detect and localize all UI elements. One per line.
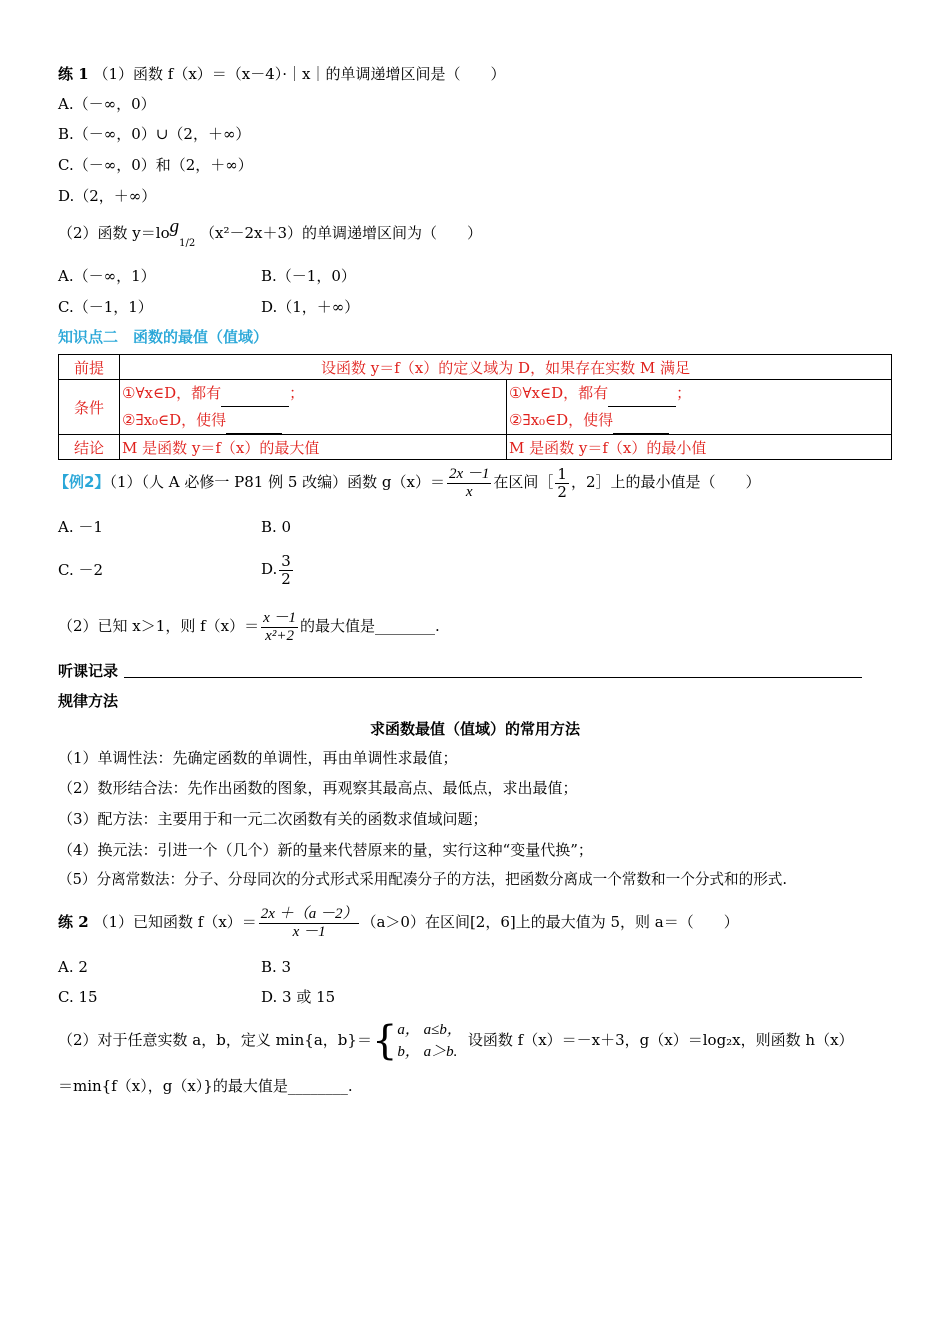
cond-min-2: ②∃x₀∈D，使得 (509, 411, 614, 429)
example2-option-b: B. 0 (261, 518, 292, 536)
method-item-5: （5）分离常数法：分子、分母同次的分式形式采用配凑分子的方法，把函数分离成一个常数和一个分式和的形式. (58, 871, 788, 888)
example2-q1-interval-fraction (555, 466, 569, 500)
premise-text: 设函数 y＝f（x）的定义域为 D，如果存在实数 M 满足 (120, 355, 892, 380)
method-title: 规律方法 (58, 692, 119, 710)
condition-min-cell: ①∀x∈D，都有 ； ②∃x₀∈D，使得 (507, 380, 892, 435)
method-item-1: （1）单调性法：先确定函数的单调性，再由单调性求最值； (58, 749, 458, 767)
example2-option-a: A. －1 (58, 518, 103, 536)
example2-q2-post: 的最大值是________. (300, 617, 440, 635)
exercise1-option-c: C.（－∞，0）和（2，＋∞） (58, 156, 253, 174)
exercise2-q1-fraction (259, 906, 360, 940)
cond-max-2: ②∃x₀∈D，使得 (122, 411, 227, 429)
condition-label: 条件 (59, 380, 120, 435)
exercise2-q1-post: （a＞0）在区间[2，6]上的最大值为 5，则 a＝（ ） (361, 913, 739, 931)
lecture-notes-label: 听课记录 (58, 662, 119, 680)
max-min-definition-table (58, 354, 892, 460)
exercise1-q2-options-row1 (58, 266, 558, 286)
lecture-notes-line (124, 677, 862, 678)
exercise2-option-a: A. 2 (58, 958, 88, 976)
exercise1-q2-option-c: C.（－1，1） (58, 298, 153, 316)
example2-q1-fn: 1 (557, 465, 567, 483)
example2-option-d-fraction (279, 553, 293, 587)
method-item-2: （2）数形结合法：先作出函数的图象，再观察其最高点、最低点，求出最值； (58, 779, 578, 797)
condition-max-cell: ①∀x∈D，都有 ； ②∃x₀∈D，使得 (120, 380, 507, 435)
knowledge-point-2-heading: 知识点二 函数的最值（值域） (58, 328, 269, 346)
exercise2-option-d: D. 3 或 15 (261, 988, 336, 1006)
exercise1-option-a: A.（－∞，0） (58, 95, 156, 113)
exercise2-option-c: C. 15 (58, 988, 98, 1006)
table-row-condition (59, 380, 892, 435)
exercise1-q2-g: g (169, 216, 180, 237)
example2-q1-fraction (447, 466, 491, 500)
example2-q1-fd: 2 (557, 482, 567, 501)
exercise2-label: 练 2 (58, 913, 89, 931)
conclusion-min: M 是函数 y＝f（x）的最小值 (507, 435, 892, 460)
exercise1-q2-option-b: B.（－1，0） (261, 267, 356, 285)
example2-question2 (58, 603, 440, 649)
exercise1-q2-options-row2 (58, 297, 558, 317)
piecewise-brace: { (371, 1018, 398, 1064)
exercise2-q1-num: 2x ＋（a －2） (260, 906, 358, 922)
example2-q2-num: x －1 (263, 610, 297, 626)
method-heading: 求函数最值（值域）的常用方法 (369, 720, 580, 738)
exercise1-q2-log-base: 1/2 (179, 238, 196, 249)
exercise2-question1 (58, 899, 739, 945)
exercise2-q1-pre: （1）已知函数 f（x）＝ (93, 913, 257, 931)
exercise2-q2-pre: （2）对于任意实数 a，b，定义 min{a，b}＝ (58, 1031, 372, 1049)
exercise2-q2-post: 设函数 f（x）＝－x＋3，g（x）＝log₂x，则函数 h（x） (467, 1031, 854, 1049)
example2-option-d-den: 2 (281, 569, 291, 588)
piecewise-case-1: a， a≤b， (397, 1022, 462, 1038)
example2-q2-den: x²+2 (265, 627, 294, 644)
piecewise-case-2: b， a＞b. (397, 1044, 458, 1060)
conclusion-max: M 是函数 y＝f（x）的最大值 (120, 435, 507, 460)
exercise1-q2-option-d: D.（1，＋∞） (261, 298, 360, 316)
exercise1-label: 练 1 (58, 65, 89, 83)
example2-option-d-num: 3 (281, 552, 291, 570)
exercise1-q2-option-a: A.（－∞，1） (58, 267, 156, 285)
example2-q1-num: 2x －1 (448, 466, 490, 482)
exercise2-question2 (58, 1017, 854, 1063)
example2-option-c: C. －2 (58, 561, 104, 579)
example2-q2-fraction (261, 610, 298, 644)
exercise1-option-b: B.（－∞，0）∪（2，＋∞） (58, 125, 251, 143)
example2-q2-pre: （2）已知 x＞1，则 f（x）＝ (58, 617, 260, 635)
exercise2-q2-line2: ＝min{f（x），g（x）}的最大值是________. (58, 1077, 353, 1095)
piecewise-cases (397, 1019, 461, 1063)
exercise2-q1-den: x －1 (292, 923, 326, 940)
example2-q1-pre: （1）（人 A 必修一 P81 例 5 改编）函数 g（x）＝ (109, 473, 445, 491)
example2-q1-mid: 在区间［ (493, 473, 554, 491)
exercise1-question2 (58, 216, 483, 249)
conclusion-label: 结论 (59, 435, 120, 460)
table-row-conclusion (59, 435, 892, 460)
exercise1-option-d: D.（2，＋∞） (58, 187, 157, 205)
cond-min-1: ①∀x∈D，都有 (509, 384, 609, 402)
example2-question1 (54, 459, 761, 505)
exercise1-q2-pre: （2）函数 y＝lo (58, 224, 170, 242)
method-item-4: （4）换元法：引进一个（几个）新的量来代替原来的量，实行这种“变量代换”； (58, 841, 593, 859)
method-item-3: （3）配方法：主要用于和一元二次函数有关的函数求值域问题； (58, 810, 488, 828)
example2-option-d (261, 546, 295, 592)
exercise2-option-b: B. 3 (261, 958, 292, 976)
premise-label: 前提 (59, 355, 120, 380)
exercise1-q2-post: （x²－2x＋3）的单调递增区间为（ ） (200, 224, 483, 242)
cond-max-1: ①∀x∈D，都有 (122, 384, 222, 402)
table-row-premise (59, 355, 892, 380)
example2-q1-post: ，2］上的最小值是（ ） (570, 473, 761, 491)
exercise1-q1-text: （1）函数 f（x）＝（x－4）·｜x｜的单调递增区间是（ ） (93, 65, 506, 83)
example2-tag: 【例2】 (54, 473, 110, 491)
example2-q1-den: x (465, 483, 473, 500)
example2-option-d-label: D. (261, 560, 278, 578)
exercise1-question1 (58, 64, 506, 84)
